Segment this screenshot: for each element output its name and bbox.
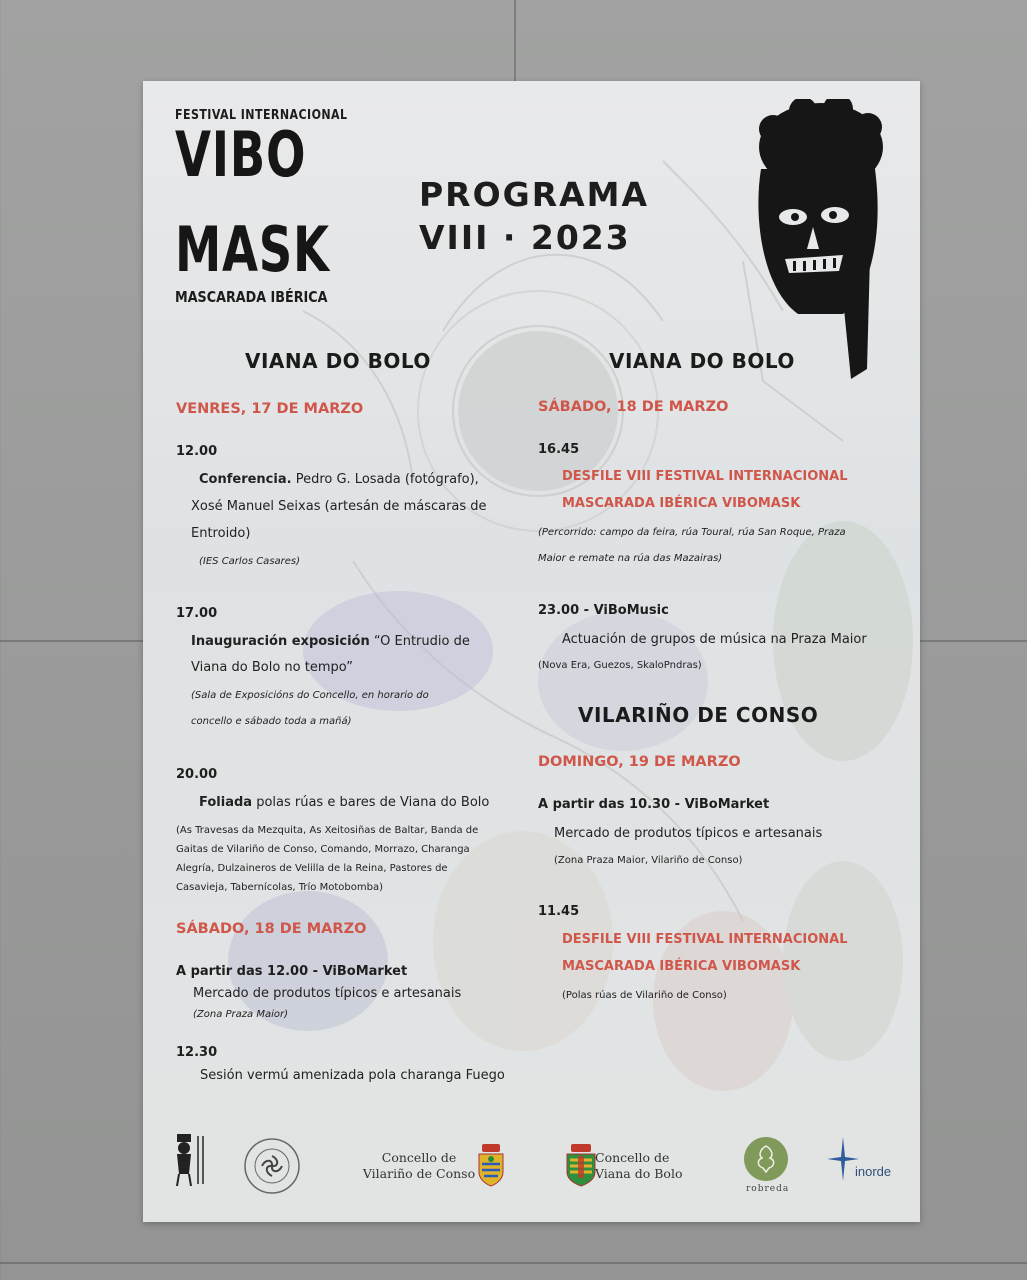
robreda-logo [743,1136,789,1182]
mask-illustration [743,99,903,389]
association-logo [167,1132,209,1188]
sponsor-line: Concello de [595,1150,670,1165]
right-location-title-2: VILARIÑO DE CONSO [578,703,819,727]
event-line: Mercado de produtos típicos e artesanais [193,986,462,1001]
right-day1-date: SÁBADO, 18 DE MARZO [538,399,729,415]
event-line: Viana do Bolo no tempo” [191,660,353,675]
event-note: (Zona Praza Maior, Vilariño de Conso) [554,855,743,866]
event-line: “O Entrudio de [369,634,470,649]
festival-bottom-line: MASCARADA IBÉRICA [175,288,328,306]
event-description [191,629,470,654]
sponsor-line: Vilariño de Conso [362,1166,476,1181]
event-time: 20.00 [176,767,218,782]
event-time: 16.45 [538,442,580,457]
left-day2-date: SÁBADO, 18 DE MARZO [176,921,367,937]
event-line: Xosé Manuel Seixas (artesán de máscaras de [191,499,487,514]
event-note: concello e sábado toda a mañá) [191,716,352,727]
event-time: 17.00 [176,606,218,621]
left-location-title: VIANA DO BOLO [245,349,431,373]
viana-coat-of-arms [564,1142,598,1188]
event-description [199,790,489,815]
event-title: Inauguración exposición [191,634,370,649]
event-line: Pedro G. Losada (fotógrafo), [291,472,479,487]
event-description [199,467,479,492]
event-note: (IES Carlos Casares) [199,556,301,567]
wall-seam [0,1262,1027,1264]
event-line: Sesión vermú amenizada pola charanga Fuego [200,1068,505,1083]
event-title: Conferencia. [199,472,292,487]
event-note: Alegría, Dulzaineros de Velilla de la Reina, Pastores de [176,863,448,874]
event-line: Entroido) [191,526,251,541]
wall-seam [514,0,516,81]
event-line: polas rúas e bares de Viana do Bolo [252,795,490,810]
festival-line-mask: MASK [175,213,330,286]
festival-poster [143,81,920,1222]
festival-line-vibo: VIBO [175,118,307,191]
event-time: 11.45 [538,904,580,919]
event-note: (Zona Praza Maior) [193,1009,289,1020]
festival-seal-logo [243,1137,301,1195]
event-note: Casavieja, Tabernícolas, Trío Motobomba) [176,882,383,893]
vilarino-coat-of-arms [476,1142,506,1188]
parade-title-line: MASCARADA IBÉRICA VIBOMASK [562,496,801,511]
sponsor-line: Concello de [381,1150,457,1165]
event-note: (Sala de Exposicións do Concello, en horario do [191,690,429,701]
festival-top-line: FESTIVAL INTERNACIONAL [175,108,348,123]
event-time: 12.00 [176,444,218,459]
event-line: Mercado de produtos típicos e artesanais [554,826,823,841]
programa-title: PROGRAMA [419,175,650,214]
robreda-label: robreda [746,1184,790,1194]
programa-year: VIII · 2023 [419,218,631,257]
event-note: (As Travesas da Mezquita, As Xeitosiñas de Baltar, Banda de [176,825,479,836]
event-time: A partir das 12.00 - ViBoMarket [176,964,408,979]
sponsor-viana-text [595,1150,705,1182]
event-note: Gaitas de Vilariño de Conso, Comando, Morrazo, Charanga [176,844,470,855]
event-note: (Polas rúas de Vilariño de Conso) [562,990,727,1001]
parade-title-line: DESFILE VIII FESTIVAL INTERNACIONAL [562,932,848,947]
sponsor-vilarino-text [359,1150,479,1182]
left-day1-date: VENRES, 17 DE MARZO [176,401,364,417]
parade-title-line: DESFILE VIII FESTIVAL INTERNACIONAL [562,469,848,484]
event-line: Actuación de grupos de música na Praza Maior [562,632,867,647]
event-title: Foliada [199,795,253,810]
event-time: 23.00 - ViBoMusic [538,603,669,618]
event-time: 12.30 [176,1045,218,1060]
inorde-label: inorde [855,1164,892,1179]
event-time: A partir das 10.30 - ViBoMarket [538,797,770,812]
right-day2-date: DOMINGO, 19 DE MARZO [538,754,741,770]
event-note: (Percorrido: campo da feira, rúa Toural, rúa San Roque, Praza [538,527,846,538]
event-note: Maior e remate na rúa das Mazairas) [538,553,723,564]
event-note: (Nova Era, Guezos, SkaloPndras) [538,660,702,671]
right-location-title-1: VIANA DO BOLO [609,349,795,373]
parade-title-line: MASCARADA IBÉRICA VIBOMASK [562,959,801,974]
sponsor-line: Viana do Bolo [595,1166,683,1181]
